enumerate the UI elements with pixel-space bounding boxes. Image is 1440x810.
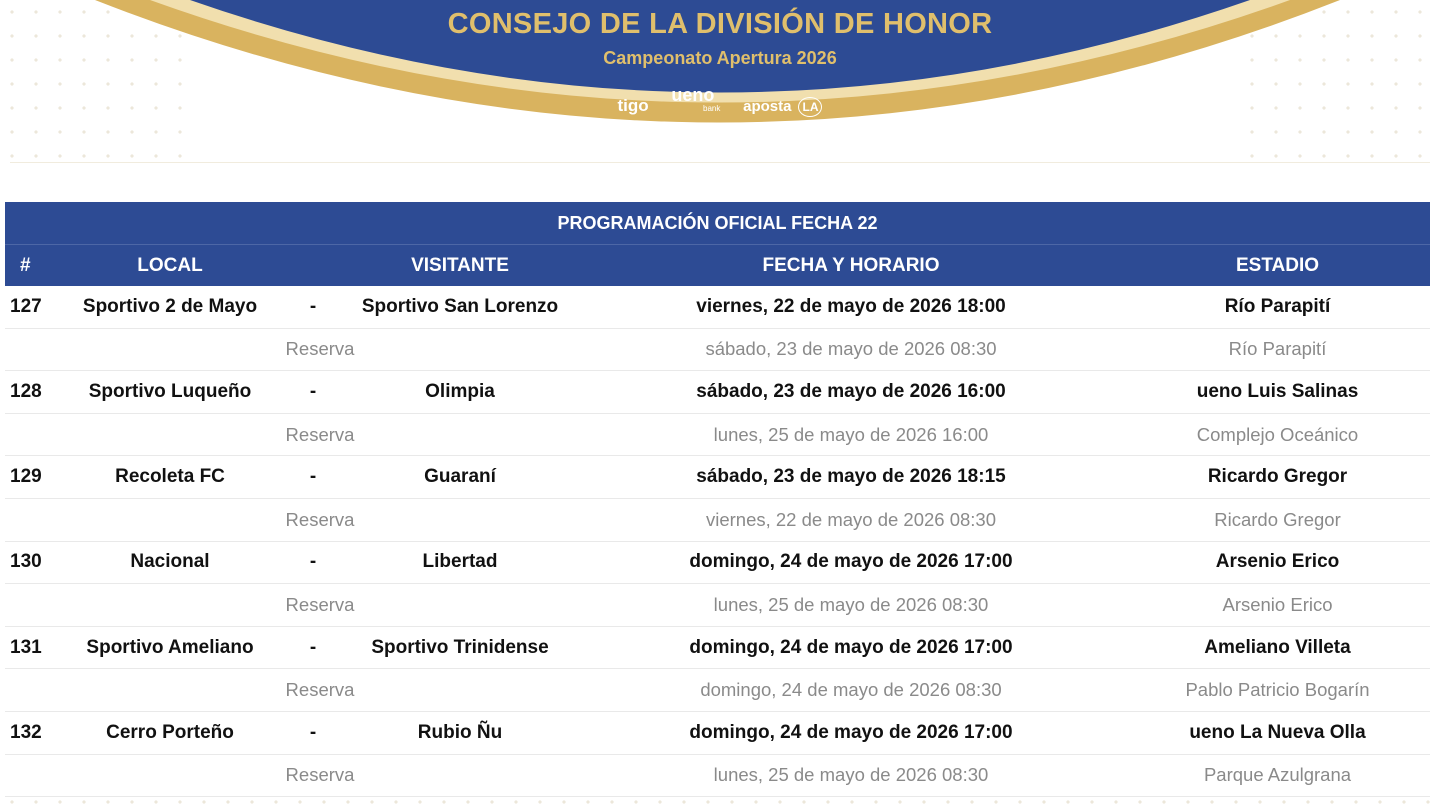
match-datetime: sábado, 23 de mayo de 2026 16:00 [696, 380, 1006, 402]
match-stadium: Ameliano Villeta [1204, 636, 1351, 658]
apuesta-logo-badge: LA [798, 97, 822, 117]
reserve-datetime: sábado, 23 de mayo de 2026 08:30 [705, 338, 997, 360]
vs-separator: - [309, 295, 317, 317]
reserve-stadium: Complejo Oceánico [1196, 423, 1359, 445]
match-datetime: viernes, 22 de mayo de 2026 18:00 [696, 295, 1006, 317]
column-header-number: # [20, 254, 31, 276]
column-header-visitante: VISITANTE [411, 254, 509, 276]
vs-separator: - [309, 721, 317, 743]
table-body [5, 286, 1430, 797]
column-header-estadio: ESTADIO [1235, 254, 1320, 276]
reserve-row [5, 669, 1430, 712]
page-title: CONSEJO DE LA DIVISIÓN DE HONOR [447, 8, 993, 40]
reserve-stadium: Pablo Patricio Bogarín [1185, 679, 1370, 701]
match-number: 129 [10, 466, 42, 488]
reserve-datetime: domingo, 24 de mayo de 2026 08:30 [700, 679, 1002, 701]
visiting-team: Guaraní [424, 466, 496, 488]
match-row [5, 371, 1430, 414]
ueno-logo-sub: bank [703, 104, 721, 113]
vs-separator: - [309, 636, 317, 658]
visiting-team: Sportivo Trinidense [371, 636, 549, 658]
sponsor-logos [0, 85, 1440, 117]
match-datetime: sábado, 23 de mayo de 2026 18:15 [696, 466, 1006, 488]
match-datetime: domingo, 24 de mayo de 2026 17:00 [689, 551, 1013, 573]
local-team: Recoleta FC [115, 466, 225, 488]
vs-separator: - [309, 466, 317, 488]
reserve-stadium: Ricardo Gregor [1214, 508, 1341, 530]
visiting-team: Sportivo San Lorenzo [361, 295, 559, 317]
table-header-row [5, 245, 1430, 286]
visiting-team: Rubio Ñu [417, 721, 503, 743]
reserve-row [5, 755, 1430, 798]
reserve-label: Reserva [285, 679, 355, 701]
visiting-team: Olimpia [425, 380, 495, 402]
match-number: 127 [10, 295, 42, 317]
reserve-stadium: Arsenio Erico [1222, 593, 1333, 615]
match-row [5, 542, 1430, 585]
reserve-label: Reserva [285, 764, 355, 786]
reserve-datetime: lunes, 25 de mayo de 2026 08:30 [713, 764, 989, 786]
reserve-datetime: lunes, 25 de mayo de 2026 08:30 [713, 593, 989, 615]
reserve-label: Reserva [285, 423, 355, 445]
ueno-logo [665, 85, 721, 116]
reserve-label: Reserva [285, 508, 355, 530]
apuesta-logo-text: aposta [743, 98, 792, 115]
reserve-row [5, 414, 1430, 457]
column-header-fecha: FECHA Y HORARIO [762, 254, 940, 276]
page-subtitle: Campeonato Apertura 2026 [603, 48, 837, 68]
reserve-datetime: viernes, 22 de mayo de 2026 08:30 [705, 508, 997, 530]
local-team: Sportivo Ameliano [86, 636, 254, 658]
reserve-row [5, 499, 1430, 542]
match-number: 128 [10, 380, 42, 402]
schedule-title: PROGRAMACIÓN OFICIAL FECHA 22 [5, 202, 1430, 245]
vs-separator: - [309, 380, 317, 402]
apuesta-logo [737, 97, 822, 117]
column-header-local: LOCAL [137, 254, 203, 276]
reserve-datetime: lunes, 25 de mayo de 2026 16:00 [713, 423, 989, 445]
vs-separator: - [309, 551, 317, 573]
match-row [5, 286, 1430, 329]
match-stadium: Río Parapití [1224, 295, 1331, 317]
local-team: Sportivo 2 de Mayo [82, 295, 258, 317]
header-banner [0, 0, 1440, 165]
match-stadium: ueno La Nueva Olla [1189, 721, 1366, 743]
schedule-table [5, 202, 1430, 797]
match-datetime: domingo, 24 de mayo de 2026 17:00 [689, 721, 1013, 743]
match-row [5, 627, 1430, 670]
match-stadium: Ricardo Gregor [1207, 466, 1348, 488]
match-row [5, 712, 1430, 755]
reserve-stadium: Parque Azulgrana [1203, 764, 1352, 786]
match-number: 130 [10, 551, 42, 573]
match-datetime: domingo, 24 de mayo de 2026 17:00 [689, 636, 1013, 658]
reserve-row [5, 584, 1430, 627]
visiting-team: Libertad [422, 551, 498, 573]
header-divider [10, 162, 1430, 163]
match-number: 131 [10, 636, 42, 658]
tigo-logo: tigo [617, 96, 649, 115]
match-stadium: ueno Luis Salinas [1196, 380, 1359, 402]
match-stadium: Arsenio Erico [1215, 551, 1340, 573]
reserve-row [5, 329, 1430, 372]
local-team: Cerro Porteño [106, 721, 234, 743]
match-number: 132 [10, 721, 42, 743]
ueno-logo-text: ueno [671, 85, 715, 105]
reserve-label: Reserva [285, 338, 355, 360]
local-team: Nacional [130, 551, 210, 573]
reserve-stadium: Río Parapití [1228, 338, 1327, 360]
reserve-label: Reserva [285, 593, 355, 615]
local-team: Sportivo Luqueño [88, 380, 252, 402]
match-row [5, 456, 1430, 499]
